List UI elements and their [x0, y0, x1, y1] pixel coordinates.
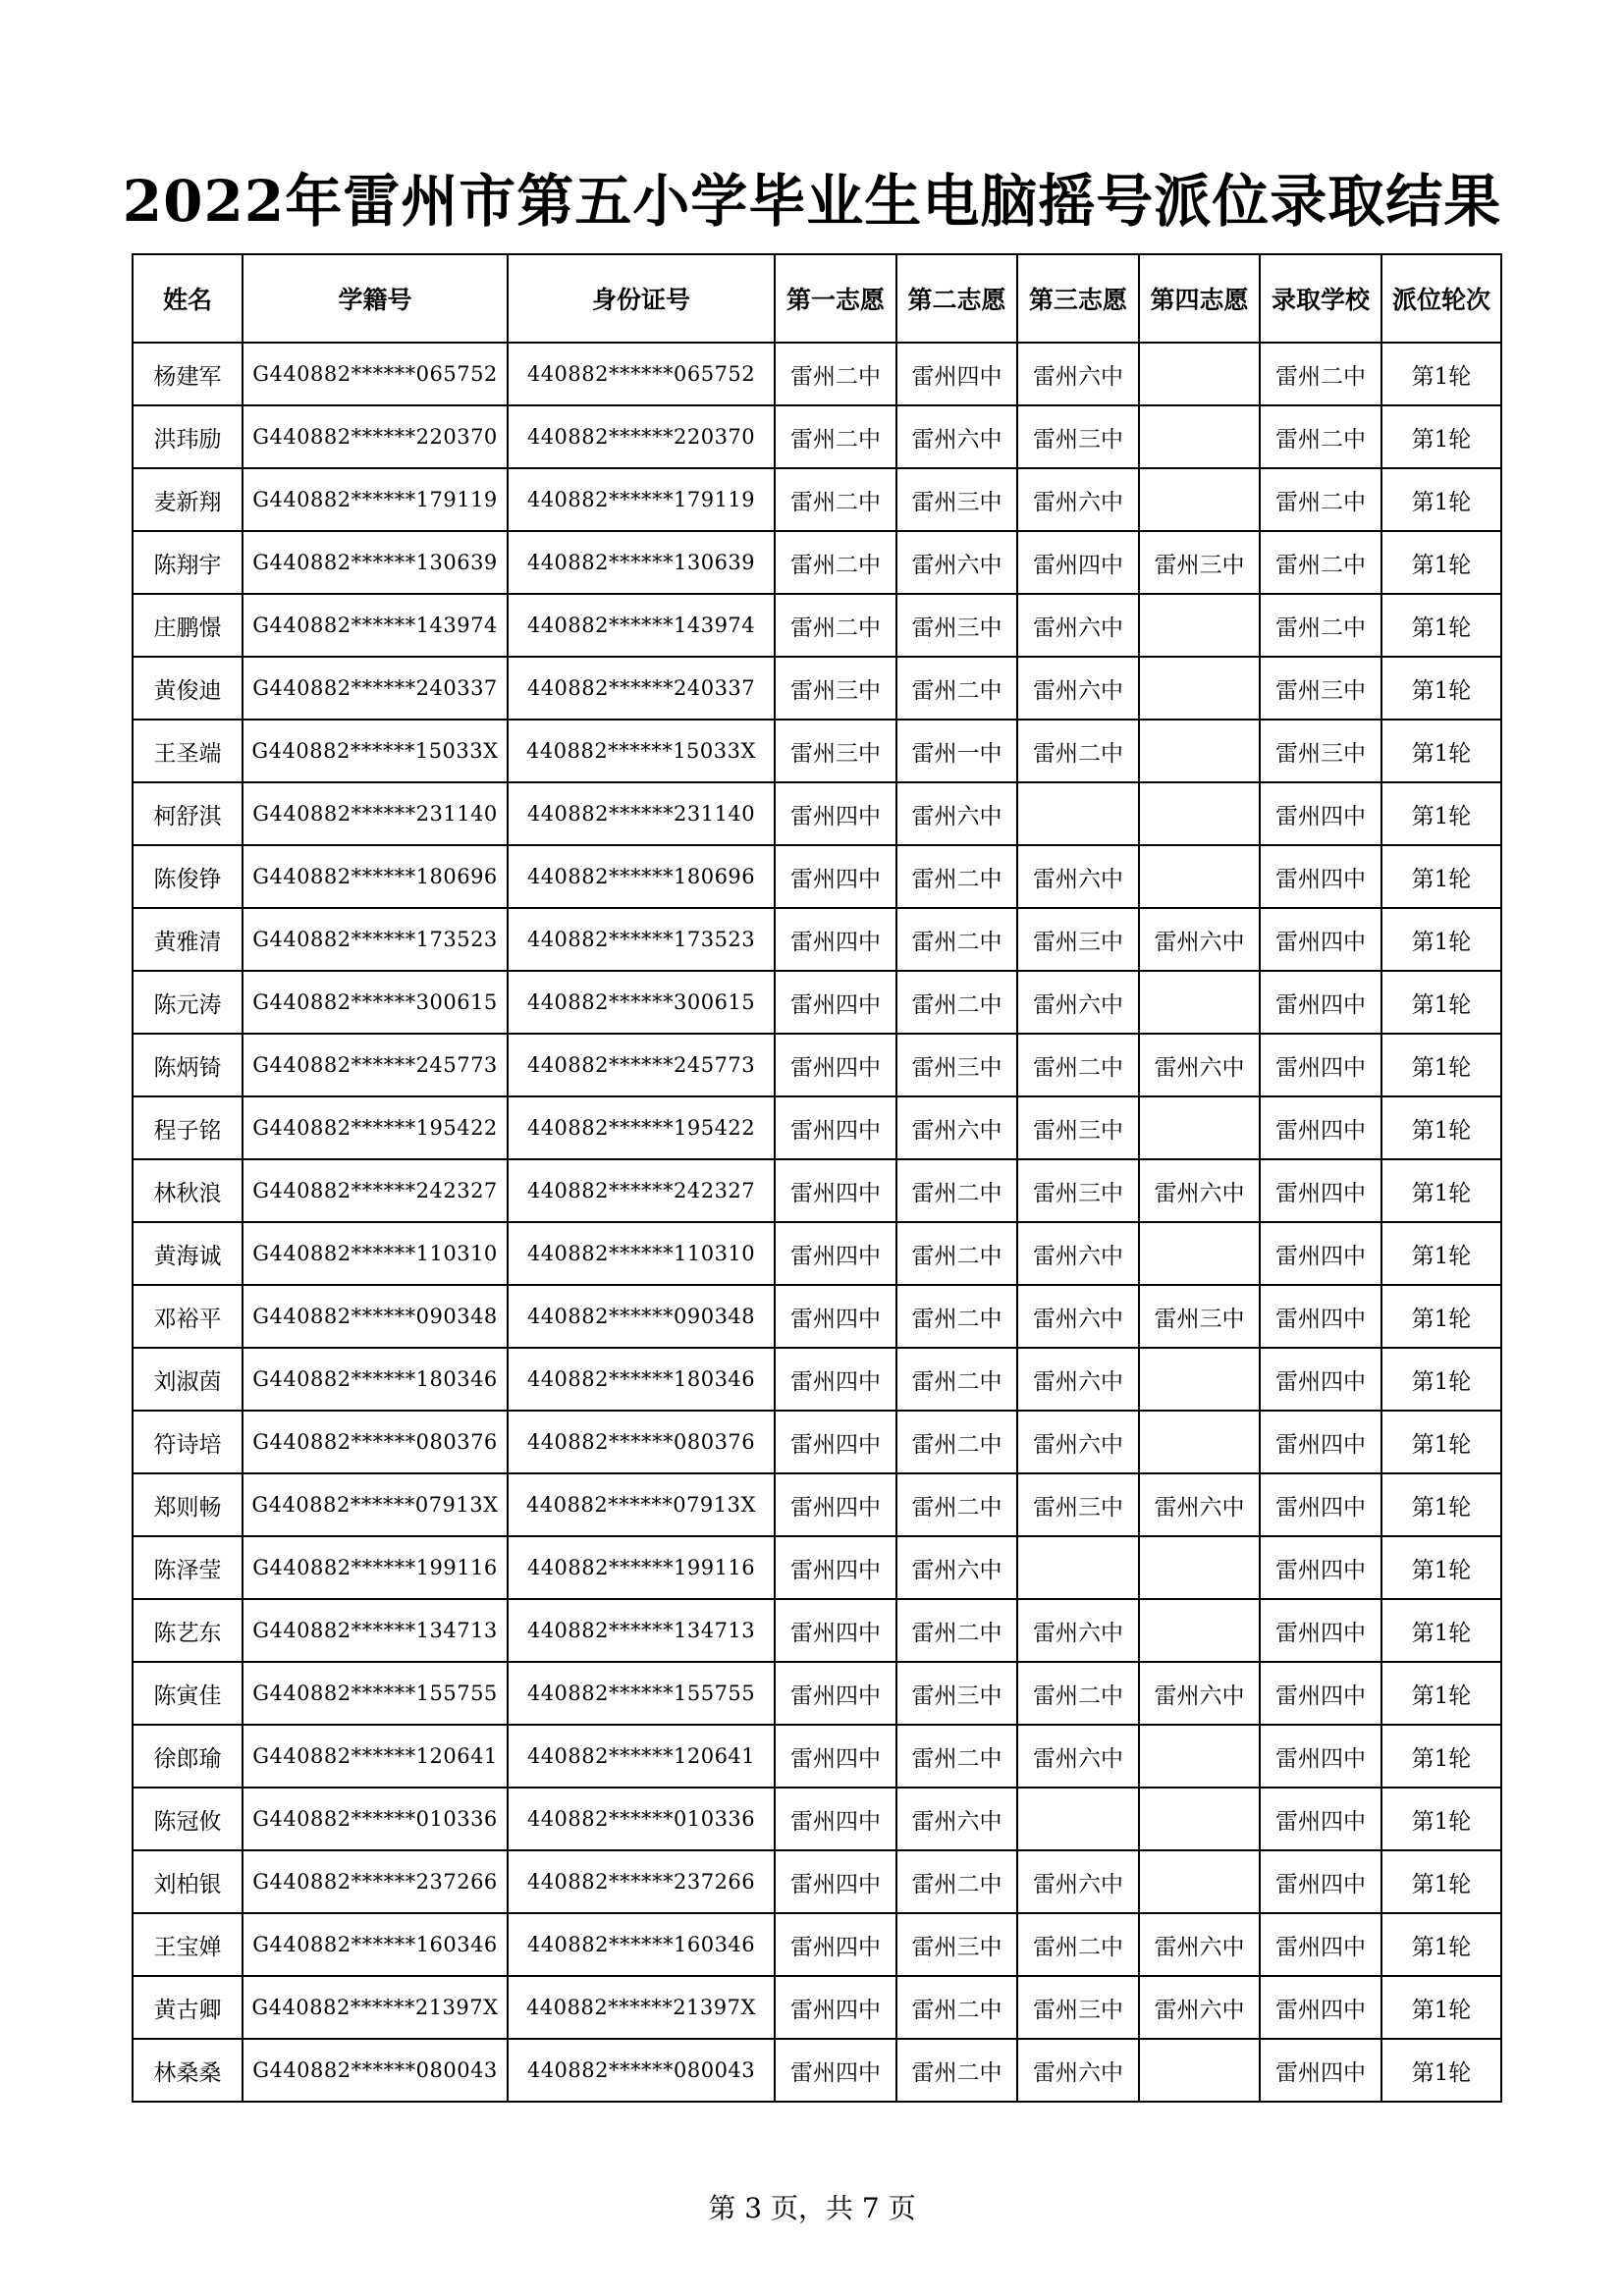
table-row — [133, 1662, 1501, 1725]
admitted-school: 雷州二中 — [1260, 531, 1381, 594]
table-body — [133, 343, 1501, 2102]
admitted-school: 雷州四中 — [1260, 1850, 1381, 1913]
third-choice: 雷州四中 — [1017, 531, 1139, 594]
fourth-choice — [1139, 1536, 1260, 1599]
third-choice: 雷州六中 — [1017, 343, 1139, 405]
student-id: G440882******110310 — [243, 1222, 508, 1285]
admitted-school: 雷州四中 — [1260, 782, 1381, 845]
assignment-round: 第1轮 — [1381, 1662, 1501, 1725]
second-choice: 雷州二中 — [896, 1411, 1017, 1473]
table-row — [133, 1348, 1501, 1411]
first-choice: 雷州二中 — [775, 468, 896, 531]
student-id: G440882******143974 — [243, 594, 508, 657]
admitted-school: 雷州二中 — [1260, 405, 1381, 468]
second-choice: 雷州三中 — [896, 468, 1017, 531]
student-id: G440882******21397X — [243, 1976, 508, 2039]
table-row — [133, 1034, 1501, 1096]
admitted-school: 雷州二中 — [1260, 343, 1381, 405]
assignment-round: 第1轮 — [1381, 657, 1501, 720]
third-choice: 雷州三中 — [1017, 1159, 1139, 1222]
student-id: G440882******240337 — [243, 657, 508, 720]
student-id: G440882******080043 — [243, 2039, 508, 2102]
id-card-number: 440882******080043 — [508, 2039, 775, 2102]
student-id: G440882******245773 — [243, 1034, 508, 1096]
admitted-school: 雷州二中 — [1260, 468, 1381, 531]
second-choice: 雷州三中 — [896, 1913, 1017, 1976]
id-card-number: 440882******065752 — [508, 343, 775, 405]
first-choice: 雷州四中 — [775, 908, 896, 971]
header-student-id: 学籍号 — [243, 254, 508, 343]
fourth-choice — [1139, 1411, 1260, 1473]
fourth-choice — [1139, 405, 1260, 468]
student-name: 洪玮励 — [133, 405, 243, 468]
admitted-school: 雷州四中 — [1260, 1348, 1381, 1411]
fourth-choice — [1139, 2039, 1260, 2102]
student-id: G440882******220370 — [243, 405, 508, 468]
admitted-school: 雷州四中 — [1260, 1662, 1381, 1725]
third-choice: 雷州六中 — [1017, 1411, 1139, 1473]
first-choice: 雷州二中 — [775, 405, 896, 468]
assignment-round: 第1轮 — [1381, 594, 1501, 657]
first-choice: 雷州二中 — [775, 531, 896, 594]
first-choice: 雷州二中 — [775, 594, 896, 657]
fourth-choice: 雷州六中 — [1139, 908, 1260, 971]
second-choice: 雷州六中 — [896, 1096, 1017, 1159]
second-choice: 雷州二中 — [896, 1222, 1017, 1285]
student-id: G440882******180696 — [243, 845, 508, 908]
id-card-number: 440882******143974 — [508, 594, 775, 657]
student-name: 徐郎瑜 — [133, 1725, 243, 1788]
assignment-round: 第1轮 — [1381, 1850, 1501, 1913]
student-id: G440882******195422 — [243, 1096, 508, 1159]
student-name: 黄古卿 — [133, 1976, 243, 2039]
admitted-school: 雷州四中 — [1260, 1473, 1381, 1536]
id-card-number: 440882******237266 — [508, 1850, 775, 1913]
assignment-round: 第1轮 — [1381, 1976, 1501, 2039]
table-row — [133, 1473, 1501, 1536]
third-choice: 雷州六中 — [1017, 468, 1139, 531]
assignment-round: 第1轮 — [1381, 782, 1501, 845]
first-choice: 雷州四中 — [775, 1599, 896, 1662]
second-choice: 雷州二中 — [896, 1473, 1017, 1536]
student-name: 柯舒淇 — [133, 782, 243, 845]
header-name: 姓名 — [133, 254, 243, 343]
admitted-school: 雷州三中 — [1260, 720, 1381, 782]
student-name: 杨建军 — [133, 343, 243, 405]
table-row — [133, 971, 1501, 1034]
id-card-number: 440882******090348 — [508, 1285, 775, 1348]
second-choice: 雷州二中 — [896, 1725, 1017, 1788]
third-choice: 雷州六中 — [1017, 2039, 1139, 2102]
fourth-choice — [1139, 971, 1260, 1034]
admitted-school: 雷州四中 — [1260, 1976, 1381, 2039]
assignment-round: 第1轮 — [1381, 1913, 1501, 1976]
second-choice: 雷州四中 — [896, 343, 1017, 405]
first-choice: 雷州四中 — [775, 845, 896, 908]
admitted-school: 雷州四中 — [1260, 1536, 1381, 1599]
fourth-choice — [1139, 1850, 1260, 1913]
student-name: 麦新翔 — [133, 468, 243, 531]
fourth-choice: 雷州六中 — [1139, 1034, 1260, 1096]
student-id: G440882******130639 — [243, 531, 508, 594]
assignment-round: 第1轮 — [1381, 1159, 1501, 1222]
assignment-round: 第1轮 — [1381, 1536, 1501, 1599]
second-choice: 雷州六中 — [896, 1788, 1017, 1850]
third-choice: 雷州二中 — [1017, 1034, 1139, 1096]
first-choice: 雷州四中 — [775, 1850, 896, 1913]
student-name: 符诗培 — [133, 1411, 243, 1473]
second-choice: 雷州二中 — [896, 657, 1017, 720]
table-row — [133, 1411, 1501, 1473]
third-choice: 雷州三中 — [1017, 1976, 1139, 2039]
first-choice: 雷州四中 — [775, 1473, 896, 1536]
first-choice: 雷州四中 — [775, 1788, 896, 1850]
fourth-choice — [1139, 1725, 1260, 1788]
id-card-number: 440882******195422 — [508, 1096, 775, 1159]
third-choice: 雷州三中 — [1017, 908, 1139, 971]
id-card-number: 440882******180696 — [508, 845, 775, 908]
table-row — [133, 845, 1501, 908]
assignment-round: 第1轮 — [1381, 343, 1501, 405]
first-choice: 雷州四中 — [775, 1662, 896, 1725]
assignment-round: 第1轮 — [1381, 1096, 1501, 1159]
admitted-school: 雷州四中 — [1260, 1913, 1381, 1976]
student-id: G440882******179119 — [243, 468, 508, 531]
third-choice: 雷州六中 — [1017, 1599, 1139, 1662]
admitted-school: 雷州四中 — [1260, 908, 1381, 971]
assignment-round: 第1轮 — [1381, 1411, 1501, 1473]
fourth-choice — [1139, 1348, 1260, 1411]
assignment-round: 第1轮 — [1381, 531, 1501, 594]
table-row — [133, 1159, 1501, 1222]
student-name: 陈艺东 — [133, 1599, 243, 1662]
admitted-school: 雷州四中 — [1260, 1222, 1381, 1285]
admitted-school: 雷州三中 — [1260, 657, 1381, 720]
id-card-number: 440882******080376 — [508, 1411, 775, 1473]
table-row — [133, 908, 1501, 971]
third-choice — [1017, 1788, 1139, 1850]
first-choice: 雷州四中 — [775, 782, 896, 845]
second-choice: 雷州六中 — [896, 1536, 1017, 1599]
third-choice: 雷州六中 — [1017, 1725, 1139, 1788]
student-id: G440882******080376 — [243, 1411, 508, 1473]
second-choice: 雷州二中 — [896, 1285, 1017, 1348]
second-choice: 雷州二中 — [896, 1976, 1017, 2039]
id-card-number: 440882******199116 — [508, 1536, 775, 1599]
header-choice-4: 第四志愿 — [1139, 254, 1260, 343]
student-name: 王宝婵 — [133, 1913, 243, 1976]
table-row — [133, 1096, 1501, 1159]
fourth-choice — [1139, 1788, 1260, 1850]
first-choice: 雷州四中 — [775, 1285, 896, 1348]
assignment-round: 第1轮 — [1381, 1348, 1501, 1411]
table-row — [133, 594, 1501, 657]
first-choice: 雷州四中 — [775, 1536, 896, 1599]
assignment-round: 第1轮 — [1381, 1034, 1501, 1096]
assignment-round: 第1轮 — [1381, 2039, 1501, 2102]
student-name: 黄俊迪 — [133, 657, 243, 720]
table-row — [133, 1222, 1501, 1285]
second-choice: 雷州一中 — [896, 720, 1017, 782]
student-name: 陈泽莹 — [133, 1536, 243, 1599]
id-card-number: 440882******07913X — [508, 1473, 775, 1536]
id-card-number: 440882******242327 — [508, 1159, 775, 1222]
id-card-number: 440882******130639 — [508, 531, 775, 594]
second-choice: 雷州二中 — [896, 1599, 1017, 1662]
table-row — [133, 1788, 1501, 1850]
third-choice: 雷州六中 — [1017, 845, 1139, 908]
header-id-card: 身份证号 — [508, 254, 775, 343]
header-admitted-school: 录取学校 — [1260, 254, 1381, 343]
student-name: 林秋浪 — [133, 1159, 243, 1222]
student-id: G440882******173523 — [243, 908, 508, 971]
header-choice-2: 第二志愿 — [896, 254, 1017, 343]
table-row — [133, 1850, 1501, 1913]
id-card-number: 440882******300615 — [508, 971, 775, 1034]
third-choice: 雷州六中 — [1017, 657, 1139, 720]
table-row — [133, 657, 1501, 720]
second-choice: 雷州三中 — [896, 594, 1017, 657]
first-choice: 雷州四中 — [775, 1222, 896, 1285]
second-choice: 雷州二中 — [896, 845, 1017, 908]
id-card-number: 440882******179119 — [508, 468, 775, 531]
page-number: 第 3 页，共 7 页 — [708, 2192, 916, 2224]
admitted-school: 雷州四中 — [1260, 1159, 1381, 1222]
student-id: G440882******180346 — [243, 1348, 508, 1411]
id-card-number: 440882******180346 — [508, 1348, 775, 1411]
first-choice: 雷州四中 — [775, 1411, 896, 1473]
id-card-number: 440882******160346 — [508, 1913, 775, 1976]
student-id: G440882******07913X — [243, 1473, 508, 1536]
admitted-school: 雷州四中 — [1260, 971, 1381, 1034]
assignment-round: 第1轮 — [1381, 1725, 1501, 1788]
third-choice: 雷州二中 — [1017, 1662, 1139, 1725]
fourth-choice: 雷州三中 — [1139, 531, 1260, 594]
third-choice: 雷州六中 — [1017, 1348, 1139, 1411]
admitted-school: 雷州二中 — [1260, 594, 1381, 657]
student-name: 陈寅佳 — [133, 1662, 243, 1725]
admission-results-table — [132, 253, 1502, 2103]
assignment-round: 第1轮 — [1381, 405, 1501, 468]
student-id: G440882******237266 — [243, 1850, 508, 1913]
id-card-number: 440882******120641 — [508, 1725, 775, 1788]
page-title: 2022年雷州市第五小学毕业生电脑摇号派位录取结果 — [122, 168, 1502, 235]
third-choice: 雷州六中 — [1017, 594, 1139, 657]
second-choice: 雷州六中 — [896, 405, 1017, 468]
admitted-school: 雷州四中 — [1260, 845, 1381, 908]
student-id: G440882******15033X — [243, 720, 508, 782]
assignment-round: 第1轮 — [1381, 468, 1501, 531]
third-choice: 雷州六中 — [1017, 1222, 1139, 1285]
fourth-choice — [1139, 720, 1260, 782]
fourth-choice — [1139, 1096, 1260, 1159]
third-choice — [1017, 1536, 1139, 1599]
student-name: 黄雅清 — [133, 908, 243, 971]
table-row — [133, 1536, 1501, 1599]
admitted-school: 雷州四中 — [1260, 1096, 1381, 1159]
third-choice: 雷州六中 — [1017, 971, 1139, 1034]
student-name: 庄鹏憬 — [133, 594, 243, 657]
second-choice: 雷州二中 — [896, 971, 1017, 1034]
assignment-round: 第1轮 — [1381, 1222, 1501, 1285]
first-choice: 雷州四中 — [775, 1096, 896, 1159]
student-id: G440882******090348 — [243, 1285, 508, 1348]
fourth-choice — [1139, 468, 1260, 531]
fourth-choice: 雷州六中 — [1139, 1159, 1260, 1222]
student-name: 陈元涛 — [133, 971, 243, 1034]
header-round: 派位轮次 — [1381, 254, 1501, 343]
student-id: G440882******160346 — [243, 1913, 508, 1976]
first-choice: 雷州四中 — [775, 1348, 896, 1411]
student-name: 黄海诚 — [133, 1222, 243, 1285]
student-name: 王圣端 — [133, 720, 243, 782]
fourth-choice — [1139, 1599, 1260, 1662]
third-choice: 雷州六中 — [1017, 1850, 1139, 1913]
second-choice: 雷州三中 — [896, 1034, 1017, 1096]
student-name: 陈炳锜 — [133, 1034, 243, 1096]
assignment-round: 第1轮 — [1381, 971, 1501, 1034]
table-row — [133, 1976, 1501, 2039]
admitted-school: 雷州四中 — [1260, 1599, 1381, 1662]
assignment-round: 第1轮 — [1381, 1788, 1501, 1850]
admitted-school: 雷州四中 — [1260, 1411, 1381, 1473]
student-name: 陈冠攸 — [133, 1788, 243, 1850]
first-choice: 雷州三中 — [775, 720, 896, 782]
table-header-row — [133, 254, 1501, 343]
second-choice: 雷州二中 — [896, 908, 1017, 971]
second-choice: 雷州三中 — [896, 1662, 1017, 1725]
first-choice: 雷州四中 — [775, 2039, 896, 2102]
student-id: G440882******010336 — [243, 1788, 508, 1850]
second-choice: 雷州六中 — [896, 531, 1017, 594]
table-row — [133, 2039, 1501, 2102]
assignment-round: 第1轮 — [1381, 908, 1501, 971]
student-id: G440882******231140 — [243, 782, 508, 845]
table-row — [133, 531, 1501, 594]
admitted-school: 雷州四中 — [1260, 1034, 1381, 1096]
student-id: G440882******065752 — [243, 343, 508, 405]
second-choice: 雷州二中 — [896, 1159, 1017, 1222]
third-choice: 雷州二中 — [1017, 720, 1139, 782]
second-choice: 雷州六中 — [896, 782, 1017, 845]
third-choice — [1017, 782, 1139, 845]
student-name: 程子铭 — [133, 1096, 243, 1159]
table-row — [133, 405, 1501, 468]
fourth-choice: 雷州六中 — [1139, 1473, 1260, 1536]
id-card-number: 440882******21397X — [508, 1976, 775, 2039]
id-card-number: 440882******010336 — [508, 1788, 775, 1850]
admitted-school: 雷州四中 — [1260, 1788, 1381, 1850]
assignment-round: 第1轮 — [1381, 1473, 1501, 1536]
fourth-choice: 雷州六中 — [1139, 1976, 1260, 2039]
id-card-number: 440882******231140 — [508, 782, 775, 845]
student-name: 邓裕平 — [133, 1285, 243, 1348]
student-id: G440882******199116 — [243, 1536, 508, 1599]
student-name: 陈翔宇 — [133, 531, 243, 594]
table-row — [133, 468, 1501, 531]
id-card-number: 440882******220370 — [508, 405, 775, 468]
student-name: 郑则畅 — [133, 1473, 243, 1536]
table-row — [133, 1285, 1501, 1348]
id-card-number: 440882******134713 — [508, 1599, 775, 1662]
table-row — [133, 343, 1501, 405]
second-choice: 雷州二中 — [896, 1850, 1017, 1913]
student-id: G440882******242327 — [243, 1159, 508, 1222]
student-name: 刘柏银 — [133, 1850, 243, 1913]
admitted-school: 雷州四中 — [1260, 1285, 1381, 1348]
id-card-number: 440882******155755 — [508, 1662, 775, 1725]
fourth-choice — [1139, 845, 1260, 908]
id-card-number: 440882******15033X — [508, 720, 775, 782]
student-id: G440882******300615 — [243, 971, 508, 1034]
first-choice: 雷州四中 — [775, 971, 896, 1034]
table-row — [133, 720, 1501, 782]
second-choice: 雷州二中 — [896, 2039, 1017, 2102]
fourth-choice — [1139, 343, 1260, 405]
second-choice: 雷州二中 — [896, 1348, 1017, 1411]
third-choice: 雷州六中 — [1017, 1285, 1139, 1348]
first-choice: 雷州四中 — [775, 1976, 896, 2039]
fourth-choice — [1139, 782, 1260, 845]
assignment-round: 第1轮 — [1381, 1285, 1501, 1348]
fourth-choice — [1139, 594, 1260, 657]
assignment-round: 第1轮 — [1381, 1599, 1501, 1662]
table-row — [133, 782, 1501, 845]
id-card-number: 440882******173523 — [508, 908, 775, 971]
student-id: G440882******134713 — [243, 1599, 508, 1662]
header-choice-1: 第一志愿 — [775, 254, 896, 343]
fourth-choice: 雷州六中 — [1139, 1913, 1260, 1976]
third-choice: 雷州三中 — [1017, 1096, 1139, 1159]
assignment-round: 第1轮 — [1381, 845, 1501, 908]
third-choice: 雷州三中 — [1017, 1473, 1139, 1536]
admitted-school: 雷州四中 — [1260, 1725, 1381, 1788]
student-id: G440882******120641 — [243, 1725, 508, 1788]
fourth-choice — [1139, 1222, 1260, 1285]
fourth-choice — [1139, 657, 1260, 720]
student-name: 刘淑茵 — [133, 1348, 243, 1411]
first-choice: 雷州二中 — [775, 343, 896, 405]
first-choice: 雷州四中 — [775, 1913, 896, 1976]
third-choice: 雷州三中 — [1017, 405, 1139, 468]
table-row — [133, 1725, 1501, 1788]
third-choice: 雷州二中 — [1017, 1913, 1139, 1976]
fourth-choice: 雷州六中 — [1139, 1662, 1260, 1725]
student-name: 陈俊铮 — [133, 845, 243, 908]
assignment-round: 第1轮 — [1381, 720, 1501, 782]
student-id: G440882******155755 — [243, 1662, 508, 1725]
admitted-school: 雷州四中 — [1260, 2039, 1381, 2102]
first-choice: 雷州四中 — [775, 1725, 896, 1788]
table-row — [133, 1599, 1501, 1662]
id-card-number: 440882******110310 — [508, 1222, 775, 1285]
student-name: 林桑桑 — [133, 2039, 243, 2102]
fourth-choice: 雷州三中 — [1139, 1285, 1260, 1348]
first-choice: 雷州四中 — [775, 1034, 896, 1096]
table-row — [133, 1913, 1501, 1976]
id-card-number: 440882******245773 — [508, 1034, 775, 1096]
first-choice: 雷州四中 — [775, 1159, 896, 1222]
id-card-number: 440882******240337 — [508, 657, 775, 720]
first-choice: 雷州三中 — [775, 657, 896, 720]
header-choice-3: 第三志愿 — [1017, 254, 1139, 343]
